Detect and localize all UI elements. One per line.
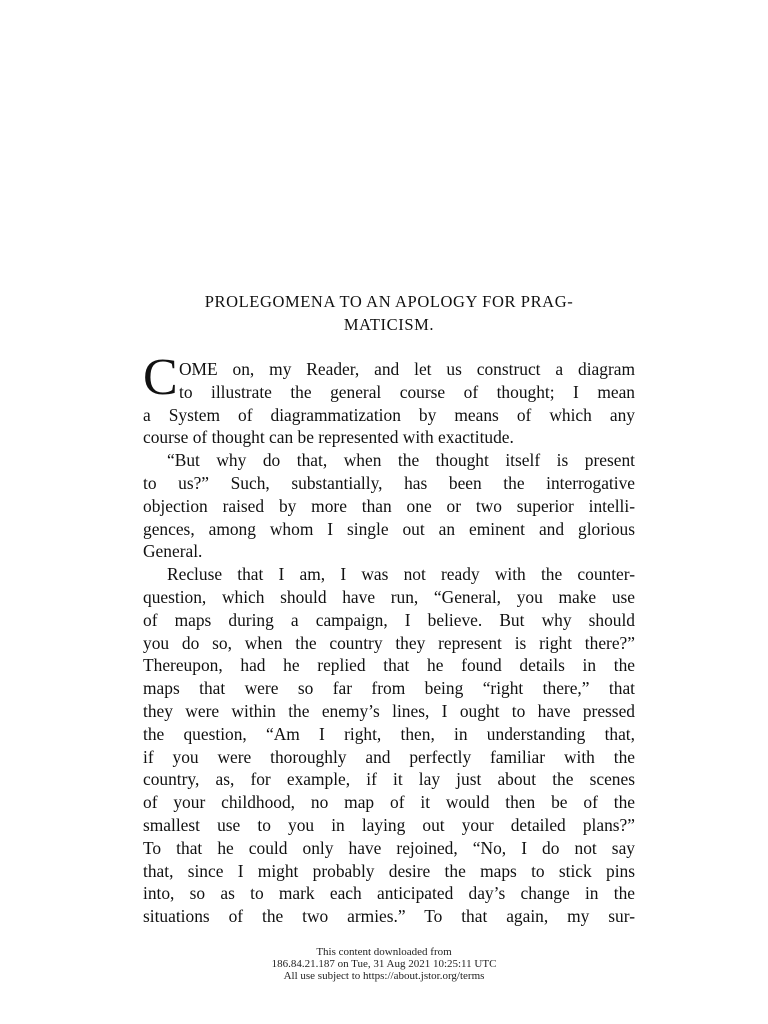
text-line: gences, among whom I single out an eminent and glorious (143, 518, 635, 539)
footer-line-3: All use subject to https://about.jstor.org/terms (283, 970, 485, 982)
paragraph-2 (143, 449, 635, 563)
text-line: if you were thoroughly and perfectly familiar with the (143, 746, 635, 767)
text-line: they were within the enemy’s lines, I ought to have pressed (143, 700, 635, 721)
text-line: country, as, for example, if it lay just about the scenes (143, 769, 635, 790)
paragraph-1 (143, 349, 635, 449)
text-line: Thereupon, had he replied that he found details in the (143, 655, 635, 676)
text-line: objection raised by more than one or two superior intelli- (143, 495, 635, 516)
text-line: course of thought can be represented with exactitude. (143, 427, 514, 448)
text-line: you do so, when the country they represent is right there?” (143, 632, 635, 653)
text-line: “But why do that, when the thought itself is present (167, 450, 635, 471)
text-line: To that he could only have rejoined, “No, I do not say (143, 837, 635, 858)
text-line: a System of diagrammatization by means of which any (143, 404, 635, 425)
text-line: smallest use to you in laying out your detailed plans?” (143, 814, 635, 835)
text-line: of your childhood, no map of it would then be of the (143, 792, 635, 813)
download-notice (0, 946, 768, 982)
paragraph-3 (143, 563, 635, 928)
article (143, 290, 635, 928)
text-line: the question, “Am I right, then, in understanding that, (143, 723, 635, 744)
text-line: question, which should have run, “General, you make use (143, 586, 635, 607)
text-line: into, so as to mark each anticipated day’s change in the (143, 883, 635, 904)
title-line-1: PROLEGOMENA TO AN APOLOGY FOR PRAG- (204, 292, 574, 311)
title-line-2: MATICISM. (343, 315, 435, 334)
text-line: of maps during a campaign, I believe. But why should (143, 609, 635, 630)
article-title (143, 290, 635, 336)
text-line: Recluse that I am, I was not ready with the counter- (167, 564, 635, 585)
text-line: OME on, my Reader, and let us construct a diagram (179, 359, 635, 379)
footer-line-1: This content downloaded from (316, 946, 452, 958)
text-line: General. (143, 541, 203, 562)
footer-line-2: 186.84.21.187 on Tue, 31 Aug 2021 10:25:11 UTC (271, 958, 497, 970)
text-line: to us?” Such, substantially, has been the interrogative (143, 472, 635, 493)
text-line: situations of the two armies.” To that again, my sur- (143, 906, 635, 927)
text-line: that, since I might probably desire the maps to stick pins (143, 860, 635, 881)
text-line: maps that were so far from being “right there,” that (143, 678, 635, 699)
text-line: to illustrate the general course of thought; I mean (179, 381, 635, 402)
drop-cap: C (143, 349, 178, 406)
